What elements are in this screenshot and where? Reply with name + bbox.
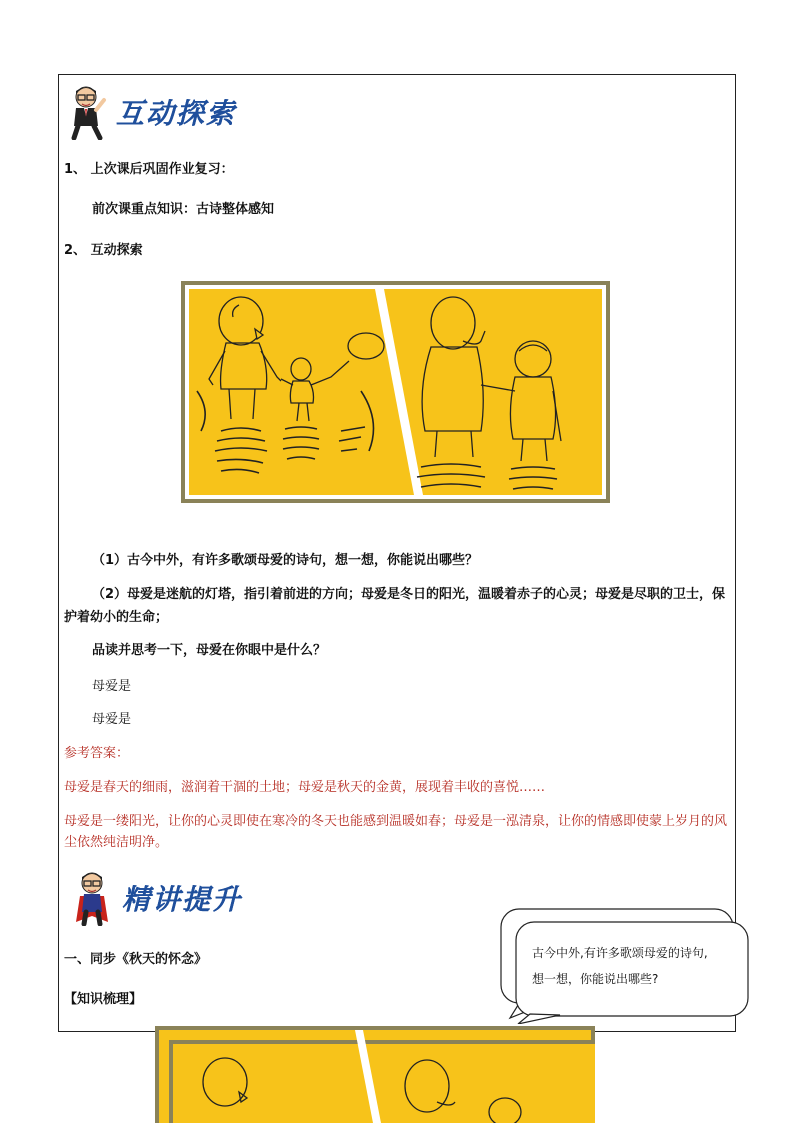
part-1-label: 一、同步《秋天的怀念》 (64, 952, 208, 967)
blank-answer-2: 母爱是 (92, 712, 132, 727)
speech-bubble-text (532, 940, 752, 993)
answer-label: 参考答案： (64, 746, 130, 761)
answer-2: 母爱是一缕阳光，让你的心灵即使在寒冷的冬天也能感到温暖如春；母爱是一泓清泉，让你的情感即使蒙上岁月的风尘依然纯洁明净。 (64, 814, 728, 851)
item-1-label: 1、 上次课后巩固作业复习： (64, 162, 234, 177)
bubble-line-1: 古今中外,有许多歌颂母爱的诗句, (532, 946, 708, 960)
blank-answer-1: 母爱是 (92, 679, 132, 694)
section-title: 精讲提升 (122, 883, 243, 916)
question-1: （1）古今中外，有许多歌颂母爱的诗句，想一想，你能说出哪些？ (92, 553, 479, 568)
section-title: 互动探索 (116, 97, 237, 130)
bubble-line-2: 想一想，你能说出哪些? (532, 972, 659, 987)
item-1-sub: 前次课重点知识：古诗整体感知 (92, 202, 275, 217)
mother-child-comic-illustration-repeat (155, 1026, 595, 1123)
mother-child-comic-illustration (181, 281, 610, 503)
teacher-mascot-caped-icon (72, 870, 114, 926)
item-2-label: 2、 互动探索 (64, 243, 143, 258)
teacher-mascot-icon (66, 84, 108, 140)
speech-bubble (500, 908, 750, 1008)
part-1-sub: 【知识梳理】 (64, 992, 143, 1007)
answer-1: 母爱是春天的细雨，滋润着干涸的土地；母爱是秋天的金黄，展现着丰收的喜悦…… (64, 780, 546, 795)
section-header-explore (66, 84, 236, 140)
question-2: （2）母爱是迷航的灯塔，指引着前进的方向；母爱是冬日的阳光，温暖着赤子的心灵；母爱是尽职的卫士，保护着幼小的生命； (64, 587, 726, 625)
question-3: 品读并思考一下，母爱在你眼中是什么？ (92, 643, 327, 658)
section-header-lecture (72, 870, 242, 926)
